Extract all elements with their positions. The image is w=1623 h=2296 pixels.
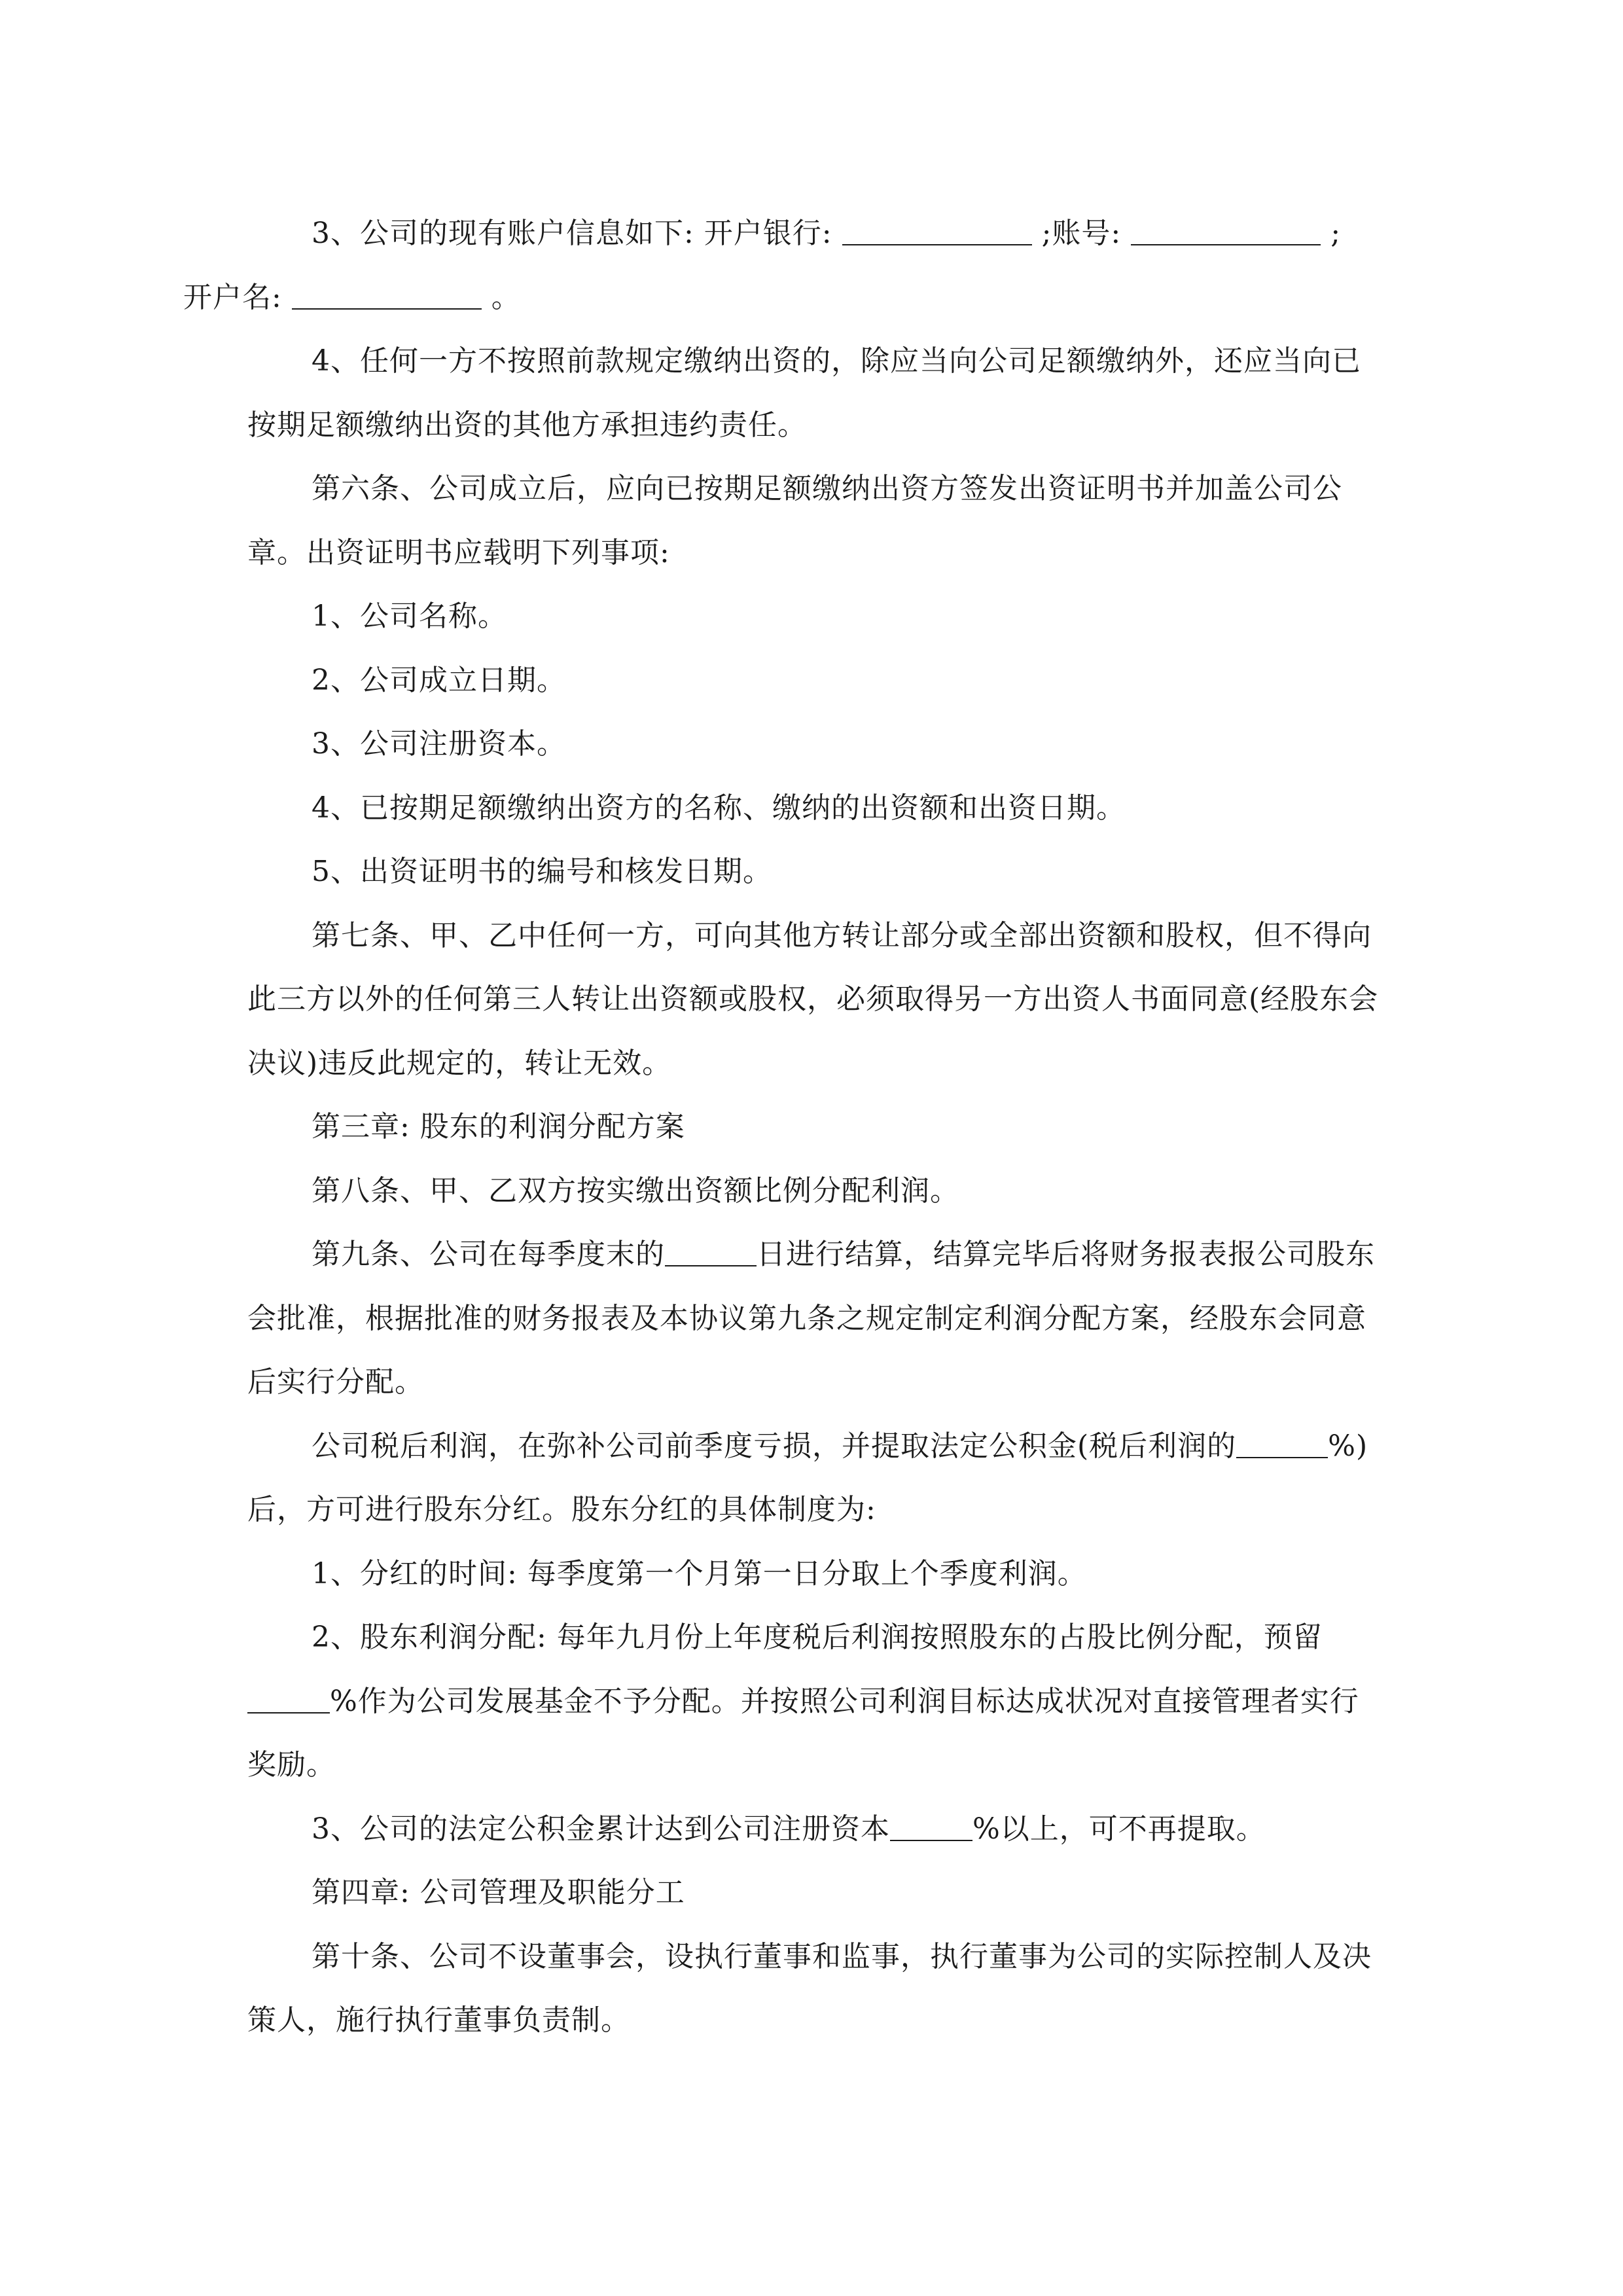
paragraph-bank-account [183,202,1382,329]
document-body [183,202,1382,2053]
article-8: 第八条、甲、乙双方按实缴出资额比例分配利润。 [312,1174,959,1208]
list-item-certificate-number: 5、出资证明书的编号和核发日期。 [312,855,772,888]
paragraph-after-tax-profit [247,1414,1382,1542]
bank-name-blank [842,218,1032,245]
paragraph-default-liability: 4、任何一方不按照前款规定缴纳出资的，除应当向公司足额缴纳外，还应当向已按期足额缴纳出资的其他方承担违约责任。 [247,344,1361,442]
article-7: 第七条、甲、乙中任何一方，可向其他方转让部分或全部出资额和股权，但不得向此三方以外的任何第三人转让出资额或股权，必须取得另一方出资人书面同意(经股东会决议)违反此规定的，转让无效。 [247,918,1379,1080]
article-9-text-b: 日进行结算，结算完毕后将财务报表报公司股东会批准，根据批准的财务报表及本协议第九条之规定制定利润分配方案，经股东会同意后实行分配。 [247,1238,1375,1399]
bank-account-text-a: 3、公司的现有账户信息如下: 开户银行: [312,217,842,250]
statutory-reserve-percent-blank [890,1814,972,1841]
bank-account-text-c: ; [1321,217,1342,250]
settlement-day-blank [665,1239,757,1266]
article-9-text-a: 第九条、公司在每季度末的 [312,1238,665,1271]
account-number-blank [1131,218,1321,245]
article-10: 第十条、公司不设董事会，设执行董事和监事，执行董事为公司的实际控制人及决策人，施行执行董事负责制。 [247,1939,1372,2037]
chapter-3-heading: 第三章: 股东的利润分配方案 [312,1110,685,1143]
list-item-registered-capital: 3、公司注册资本。 [312,727,566,761]
article-6: 第六条、公司成立后，应向已按期足额缴纳出资方签发出资证明书并加盖公司公章。出资证明书应载明下列事项: [247,472,1342,569]
profit-distribution-text-b: %作为公司发展基金不予分配。并按照公司利润目标达成状况对直接管理者实行奖励。 [247,1684,1359,1782]
reserve-percent-blank [1236,1431,1328,1458]
list-item-contributor-info: 4、已按期足额缴纳出资方的名称、缴纳的出资额和出资日期。 [312,791,1126,825]
statutory-reserve-text-b: %以上，可不再提取。 [972,1812,1266,1846]
list-item-company-name: 1、公司名称。 [312,600,507,633]
account-holder-label: 开户名: [183,280,292,314]
list-item-statutory-reserve [247,1797,1382,1861]
list-item-profit-distribution [247,1605,1382,1797]
statutory-reserve-text-a: 3、公司的法定公积金累计达到公司注册资本 [312,1812,890,1846]
profit-distribution-text-a: 2、股东利润分配: 每年九月份上年度税后利润按照股东的占股比例分配，预留 [312,1621,1323,1654]
after-tax-text-b: %)后，方可进行股东分红。股东分红的具体制度为: [247,1429,1368,1526]
after-tax-text-a: 公司税后利润，在弥补公司前季度亏损，并提取法定公积金(税后利润的 [312,1429,1237,1463]
account-holder-blank [292,282,482,310]
development-fund-percent-blank [247,1686,330,1713]
list-item-dividend-time: 1、分红的时间: 每季度第一个月第一日分取上个季度利润。 [312,1556,1087,1590]
chapter-4-heading: 第四章: 公司管理及职能分工 [312,1876,685,1909]
bank-account-text-b: ;账号: [1031,217,1132,250]
list-item-founding-date: 2、公司成立日期。 [312,663,566,697]
article-9 [247,1223,1382,1414]
account-holder-end: 。 [481,280,521,314]
